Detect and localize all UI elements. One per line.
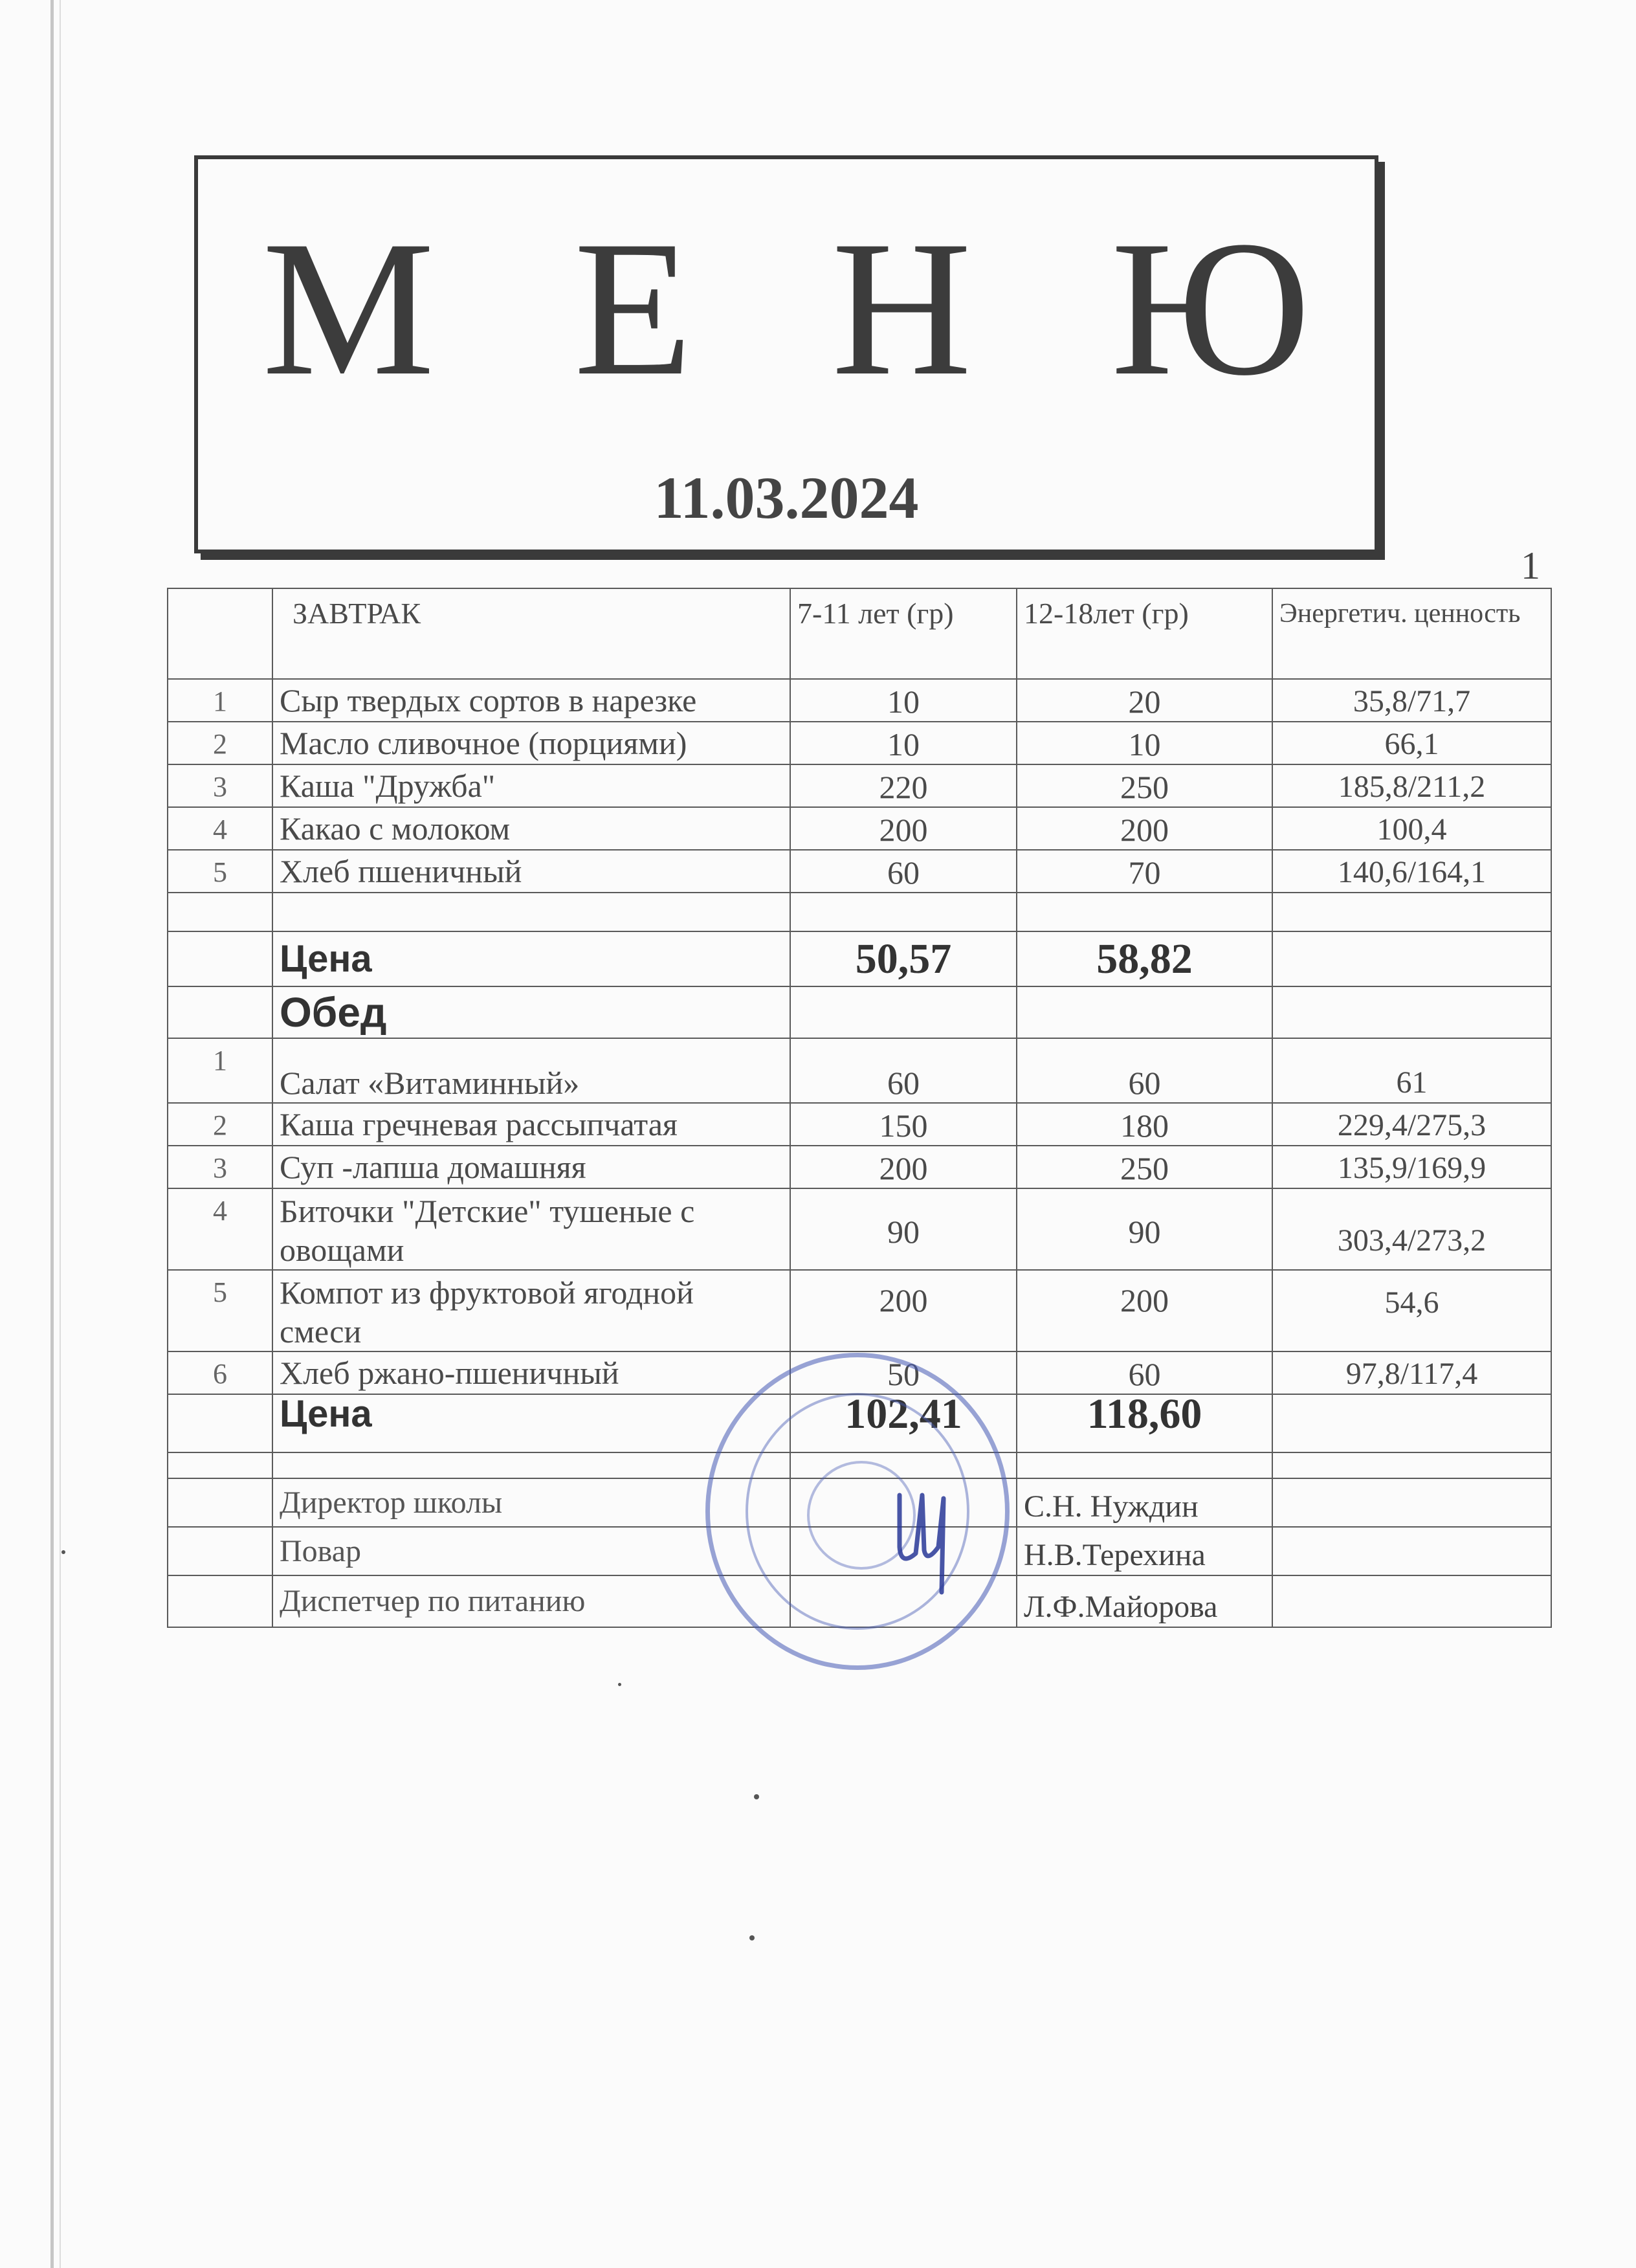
dish-name: Салат «Витаминный» xyxy=(272,1038,790,1103)
table-row xyxy=(168,764,1551,807)
breakfast-label: ЗАВТРАК xyxy=(272,588,790,679)
price-age2: 118,60 xyxy=(1017,1394,1272,1452)
scan-edge-inner xyxy=(60,0,61,2268)
blank-row xyxy=(168,893,1551,931)
scan-speck xyxy=(749,1935,755,1940)
dish-name: Компот из фруктовой ягодной смеси xyxy=(272,1270,790,1351)
dish-name: Хлеб пшеничный xyxy=(272,850,790,893)
dish-name: Каша гречневая рассыпчатая xyxy=(272,1103,790,1146)
lunch-section-row xyxy=(168,986,1551,1038)
table-row xyxy=(168,1270,1551,1351)
table-row xyxy=(168,1146,1551,1188)
table-row xyxy=(168,1038,1551,1103)
row-number: 3 xyxy=(168,1146,272,1188)
lunch-label: Обед xyxy=(272,986,790,1038)
table-row xyxy=(168,679,1551,722)
price-label: Цена xyxy=(272,1394,790,1452)
energy-value: 303,4/273,2 xyxy=(1272,1188,1551,1270)
dish-name: Масло сливочное (порциями) xyxy=(272,722,790,764)
official-stamp xyxy=(705,1353,1010,1670)
portion-age1: 10 xyxy=(790,722,1017,764)
dish-name: Сыр твердых сортов в нарезке xyxy=(272,679,790,722)
scan-speck xyxy=(754,1794,759,1799)
price-age1: 50,57 xyxy=(790,931,1017,986)
menu-date: 11.03.2024 xyxy=(654,465,919,531)
portion-age2: 60 xyxy=(1017,1038,1272,1103)
scan-speck xyxy=(61,1550,65,1554)
row-number: 1 xyxy=(168,1038,272,1103)
portion-age2: 90 xyxy=(1017,1188,1272,1270)
scan-speck xyxy=(618,1683,621,1686)
col-age1-header: 7-11 лет (гр) xyxy=(790,588,1017,679)
portion-age2: 200 xyxy=(1017,1270,1272,1351)
energy-value: 185,8/211,2 xyxy=(1272,764,1551,807)
energy-value: 229,4/275,3 xyxy=(1272,1103,1551,1146)
energy-value: 135,9/169,9 xyxy=(1272,1146,1551,1188)
portion-age2: 60 xyxy=(1017,1351,1272,1394)
dish-name: Хлеб ржано-пшеничный xyxy=(272,1351,790,1394)
signature-role: Повар xyxy=(272,1527,790,1575)
num-col-header xyxy=(168,588,272,679)
portion-age1: 50 xyxy=(790,1351,1017,1394)
portion-age1: 220 xyxy=(790,764,1017,807)
price-age2: 58,82 xyxy=(1017,931,1272,986)
row-number: 5 xyxy=(168,850,272,893)
breakfast-price-row xyxy=(168,931,1551,986)
signature-name: Н.В.Терехина xyxy=(1017,1527,1272,1575)
row-number: 6 xyxy=(168,1351,272,1394)
dish-name: Суп -лапша домашняя xyxy=(272,1146,790,1188)
portion-age1: 200 xyxy=(790,1146,1017,1188)
row-number: 2 xyxy=(168,1103,272,1146)
price-label: Цена xyxy=(272,931,790,986)
dish-name: Каша "Дружба" xyxy=(272,764,790,807)
portion-age2: 20 xyxy=(1017,679,1272,722)
portion-age1: 200 xyxy=(790,1270,1017,1351)
table-row xyxy=(168,722,1551,764)
energy-value: 66,1 xyxy=(1272,722,1551,764)
row-number: 4 xyxy=(168,1188,272,1270)
portion-age1: 90 xyxy=(790,1188,1017,1270)
portion-age2: 250 xyxy=(1017,1146,1272,1188)
page-number: 1 xyxy=(1521,544,1540,587)
energy-value: 61 xyxy=(1272,1038,1551,1103)
title-box xyxy=(194,155,1378,553)
energy-value: 35,8/71,7 xyxy=(1272,679,1551,722)
table-row xyxy=(168,807,1551,850)
portion-age1: 10 xyxy=(790,679,1017,722)
signature-role: Директор школы xyxy=(272,1478,790,1527)
portion-age2: 10 xyxy=(1017,722,1272,764)
table-row xyxy=(168,1188,1551,1270)
signature-name: Л.Ф.Майорова xyxy=(1017,1575,1272,1627)
portion-age1: 60 xyxy=(790,1038,1017,1103)
signature-role: Диспетчер по питанию xyxy=(272,1575,790,1627)
table-header-row xyxy=(168,588,1551,679)
col-energy-header: Энергетич. ценность xyxy=(1272,588,1551,679)
energy-value: 100,4 xyxy=(1272,807,1551,850)
portion-age1: 150 xyxy=(790,1103,1017,1146)
row-number: 2 xyxy=(168,722,272,764)
portion-age2: 200 xyxy=(1017,807,1272,850)
portion-age1: 200 xyxy=(790,807,1017,850)
portion-age1: 60 xyxy=(790,850,1017,893)
dish-name: Какао с молоком xyxy=(272,807,790,850)
row-number: 5 xyxy=(168,1270,272,1351)
signature-name: С.Н. Нуждин xyxy=(1017,1478,1272,1527)
scan-edge xyxy=(50,0,54,2268)
table-row xyxy=(168,1103,1551,1146)
portion-age2: 70 xyxy=(1017,850,1272,893)
handwritten-signature xyxy=(887,1469,958,1599)
energy-value: 97,8/117,4 xyxy=(1272,1351,1551,1394)
portion-age2: 180 xyxy=(1017,1103,1272,1146)
price-age1: 102,41 xyxy=(790,1394,1017,1452)
col-age2-header: 12-18лет (гр) xyxy=(1017,588,1272,679)
row-number: 4 xyxy=(168,807,272,850)
table-row xyxy=(168,850,1551,893)
dish-name: Биточки "Детские" тушеные с овощами xyxy=(272,1188,790,1270)
page-title: М Е Н Ю xyxy=(262,201,1356,416)
row-number: 3 xyxy=(168,764,272,807)
portion-age2: 250 xyxy=(1017,764,1272,807)
energy-value: 54,6 xyxy=(1272,1270,1551,1351)
energy-value: 140,6/164,1 xyxy=(1272,850,1551,893)
row-number: 1 xyxy=(168,679,272,722)
